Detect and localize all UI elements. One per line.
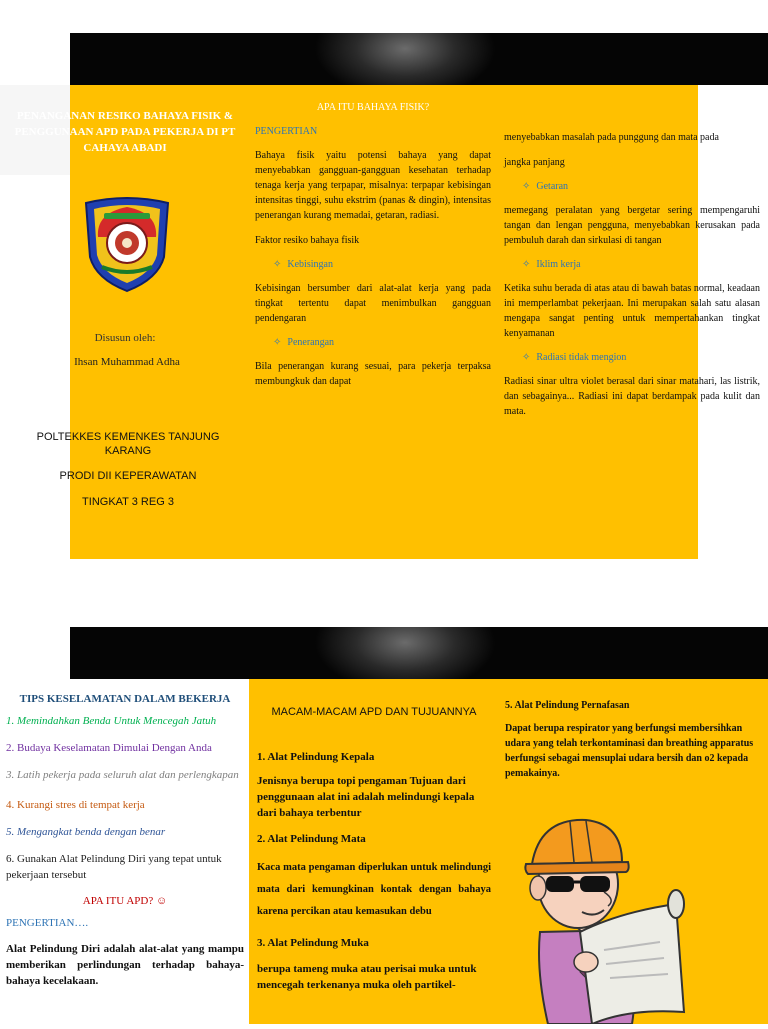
noise-text: Kebisingan bersumber dari alat-alat kerja yang pada tingkat tertentu dapat menimbulkan gangguan pendengaran: [255, 283, 491, 324]
face-protection-heading: 3. Alat Pelindung Muka: [257, 937, 369, 949]
institution-name: POLTEKKES KEMENKES TANJUNG KARANG: [36, 431, 220, 457]
page2-header-band: [70, 627, 768, 679]
apd-types-heading: MACAM-MACAM APD DAN TUJUANNYA: [271, 706, 477, 718]
worker-with-blueprint: [500, 812, 690, 1024]
page2-column-2: [257, 706, 491, 993]
light-heading: ✧ Penerangan: [273, 337, 335, 348]
climate-text: Ketika suhu berada di atas atau di bawah batas normal, keadaan ini memperlambat pekerjaan. Ini merupakan salah satu alasan mengapa sangat penting untuk mempertahankan tingkat kenyamanan: [504, 283, 760, 339]
tips-heading: TIPS KESELAMATAN DALAM BEKERJA: [19, 693, 231, 705]
author-name: Ihsan Muhammad Adha: [74, 356, 180, 368]
page1-header-band: [70, 33, 768, 85]
light-text: Bila penerangan kurang sesuai, para pekerja terpaksa membungkuk dan dapat: [255, 361, 491, 387]
eye-protection-heading: 2. Alat Pelindung Mata: [257, 833, 366, 845]
radiation-heading: ✧ Radiasi tidak mengion: [522, 352, 627, 363]
pengertian-apd-heading: PENGERTIAN….: [6, 917, 89, 929]
diamond-bullet-icon: ✧: [522, 352, 531, 363]
tip-item: 1. Memindahkan Benda Untuk Mencegah Jatuh: [6, 715, 217, 727]
respiratory-heading: 5. Alat Pelindung Pernafasan: [505, 700, 630, 711]
level-name: TINGKAT 3 REG 3: [82, 496, 174, 508]
continued-text: menyebabkan masalah pada punggung dan mata pada: [504, 132, 719, 143]
radiation-text: Radiasi sinar ultra violet berasal dari sinar matahari, las listrik, dan sebagainya... Radiasi ini dapat berdampak pada kulit dan mata.: [504, 376, 760, 417]
head-protection-text: Jenisnya berupa topi pengaman Tujuan dari penggunaan alat ini adalah melindungi kepala dari bahaya terbentur: [257, 775, 475, 819]
head-protection-heading: 1. Alat Pelindung Kepala: [257, 751, 375, 763]
logo-emblem: [80, 193, 174, 293]
respiratory-text: Dapat berupa respirator yang berfungsi membersihkan udara yang telah terkontaminasi dan breathing apparatus berfungsi sebagai mensuplai udara bersih dan o2 kepada pemakainya.: [505, 723, 754, 779]
continued-text-2: jangka panjang: [504, 157, 565, 168]
definition-text: Bahaya fisik yaitu potensi bahaya yang dapat menyebabkan gangguan-gangguan kesehatan terhadap tenaga kerja yang terpapar, misalnya: terpapar kebisingan intensitas tinggi, suhu ekstrim (panas & dingin), intensitas penerangan kurang memadai, getaran, radiasi.: [255, 150, 491, 221]
tip-item: 5. Mengangkat benda dengan benar: [6, 826, 166, 838]
brochure-title: PENANGANAN RESIKO BAHAYA FISIK & PENGGUNAAN APD PADA PEKERJA DI PT CAHAYA ABADI: [14, 110, 236, 154]
page1-column-3: [504, 130, 760, 419]
tip-item: 2. Budaya Keselamatan Dimulai Dengan Anda: [6, 742, 212, 754]
noise-heading: ✧ Kebisingan: [273, 259, 333, 270]
page2-column-3: [505, 700, 760, 781]
climate-heading: ✧ Iklim kerja: [522, 259, 581, 270]
section-heading-bahaya-fisik: APA ITU BAHAYA FISIK?: [316, 102, 430, 113]
page1-column-2: [255, 100, 491, 389]
diamond-bullet-icon: ✧: [273, 337, 282, 348]
tip-item: 4. Kurangi stres di tempat kerja: [6, 799, 145, 811]
eye-protection-text: Kaca mata pengaman diperlukan untuk melindungi mata dari kemungkinan kontak dengan bahaya karena percikan atau kemasukan debu: [257, 862, 491, 917]
author-label: Disusun oleh:: [94, 332, 156, 344]
page2-column-1: [6, 693, 244, 989]
face-protection-text: berupa tameng muka atau perisai muka untuk mencegah terkenanya muka oleh partikel-: [257, 963, 477, 991]
tips-list: [6, 713, 244, 883]
vibration-text: memegang peralatan yang bergetar sering mempengaruhi tangan dan lengan pengguna, menyebabkan kerusakan pada pembuluh darah dan sirkulasi di tangan: [504, 205, 760, 246]
pengertian-heading: PENGERTIAN: [255, 126, 318, 137]
tip-item: 6. Gunakan Alat Pelindung Diri yang tepat untuk pekerjaan tersebut: [6, 853, 222, 881]
diamond-bullet-icon: ✧: [522, 181, 531, 192]
program-name: PRODI DII KEPERAWATAN: [59, 470, 197, 482]
vibration-heading: ✧ Getaran: [522, 181, 569, 192]
apd-question: APA ITU APD? ☺: [82, 895, 168, 907]
tip-item: 3. Latih pekerja pada seluruh alat dan perlengkapan: [6, 769, 239, 781]
diamond-bullet-icon: ✧: [273, 259, 282, 270]
apd-definition: Alat Pelindung Diri adalah alat-alat yang mampu memberikan perlindungan terhadap bahaya-bahaya kecelakaan.: [6, 943, 244, 987]
diamond-bullet-icon: ✧: [522, 259, 531, 270]
factors-label: Faktor resiko bahaya fisik: [255, 235, 360, 246]
